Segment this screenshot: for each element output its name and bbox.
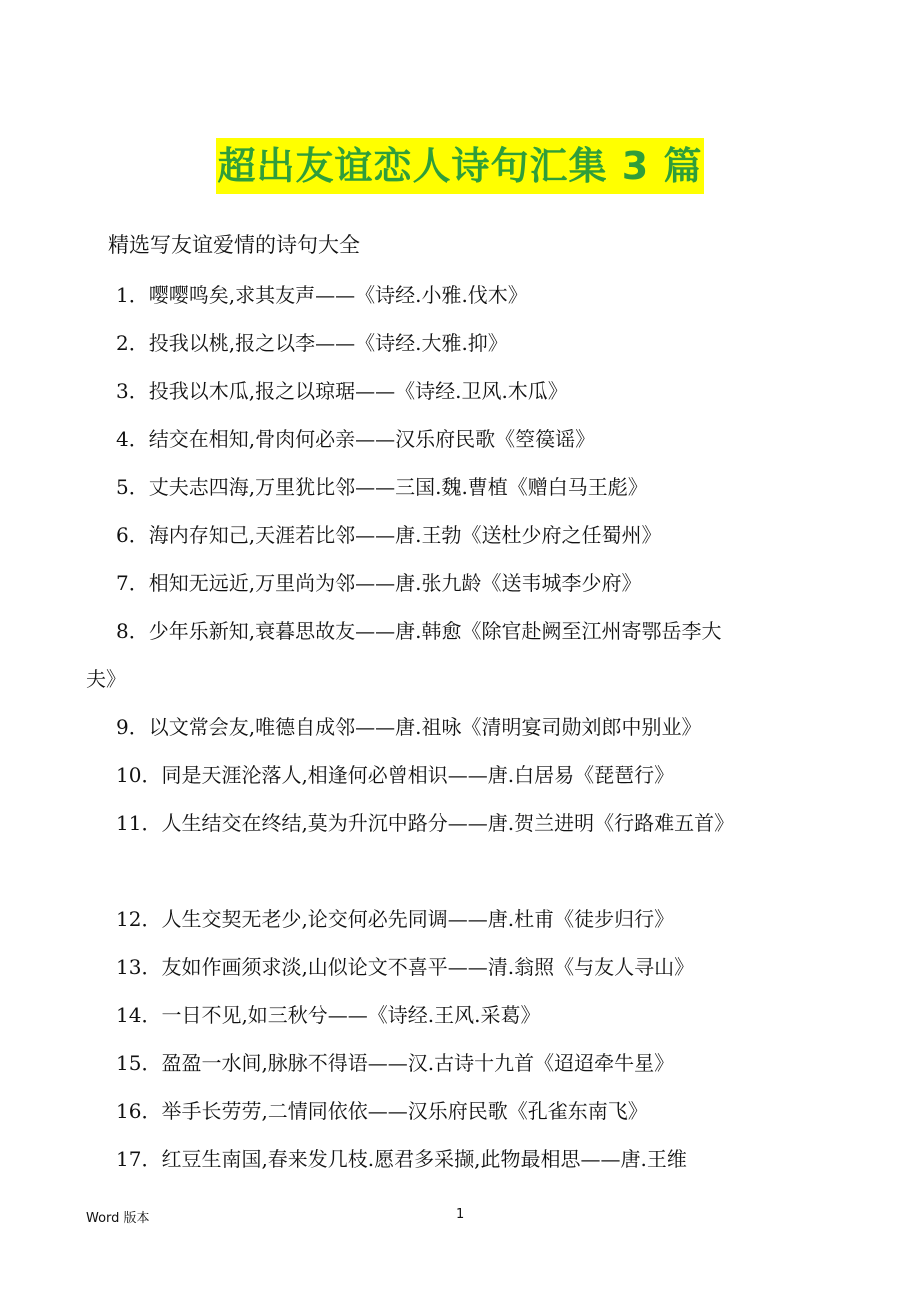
poem-line-15: 15．盈盈一水间,脉脉不得语——汉.古诗十九首《迢迢牵牛星》	[116, 1051, 675, 1075]
poem-line-8: 8．少年乐新知,衰暮思故友——唐.韩愈《除官赴阙至江州寄鄂岳李大	[116, 619, 722, 643]
poem-line-1: 1．嘤嘤鸣矣,求其友声——《诗经.小雅.伐木》	[116, 283, 528, 307]
poem-line-11: 11．人生结交在终结,莫为升沉中路分——唐.贺兰进明《行路难五首》	[116, 811, 735, 835]
poem-line-4: 4．结交在相知,骨肉何必亲——汉乐府民歌《箜篌谣》	[116, 427, 596, 451]
poem-line-3: 3．投我以木瓜,报之以琼琚——《诗经.卫风.木瓜》	[116, 379, 568, 403]
document-title: 超出友谊恋人诗句汇集 3 篇	[216, 138, 705, 194]
poem-line-16: 16．举手长劳劳,二情同依依——汉乐府民歌《孔雀东南飞》	[116, 1099, 648, 1123]
footer-version-label: Word 版本	[86, 1211, 150, 1226]
poem-line-7: 7．相知无远近,万里尚为邻——唐.张九龄《送韦城李少府》	[116, 571, 642, 595]
poem-line-14: 14．一日不见,如三秋兮——《诗经.王风.采葛》	[116, 1003, 541, 1027]
poem-line-13: 13．友如作画须求淡,山似论文不喜平——清.翁照《与友人寻山》	[116, 955, 695, 979]
poem-line-9: 9．以文常会友,唯德自成邻——唐.祖咏《清明宴司勋刘郎中别业》	[116, 715, 702, 739]
subtitle: 精选写友谊爱情的诗句大全	[108, 233, 360, 257]
poem-line-2: 2．投我以桃,报之以李——《诗经.大雅.抑》	[116, 331, 508, 355]
poem-line-6: 6．海内存知己,天涯若比邻——唐.王勃《送杜少府之任蜀州》	[116, 523, 662, 547]
paragraph-gap	[86, 852, 846, 900]
poem-line-8-continued: 夫》	[86, 667, 126, 691]
title-container	[0, 138, 920, 194]
poem-line-10: 10．同是天涯沦落人,相逢何必曾相识——唐.白居易《琵琶行》	[116, 763, 675, 787]
poem-list	[86, 276, 846, 1188]
poem-line-5: 5．丈夫志四海,万里犹比邻——三国.魏.曹植《赠白马王彪》	[116, 475, 648, 499]
poem-line-12: 12．人生交契无老少,论交何必先同调——唐.杜甫《徒步归行》	[116, 907, 675, 931]
poem-line-17: 17．红豆生南国,春来发几枝.愿君多采撷,此物最相思——唐.王维	[116, 1147, 687, 1171]
footer-page-number: 1	[456, 1207, 465, 1222]
